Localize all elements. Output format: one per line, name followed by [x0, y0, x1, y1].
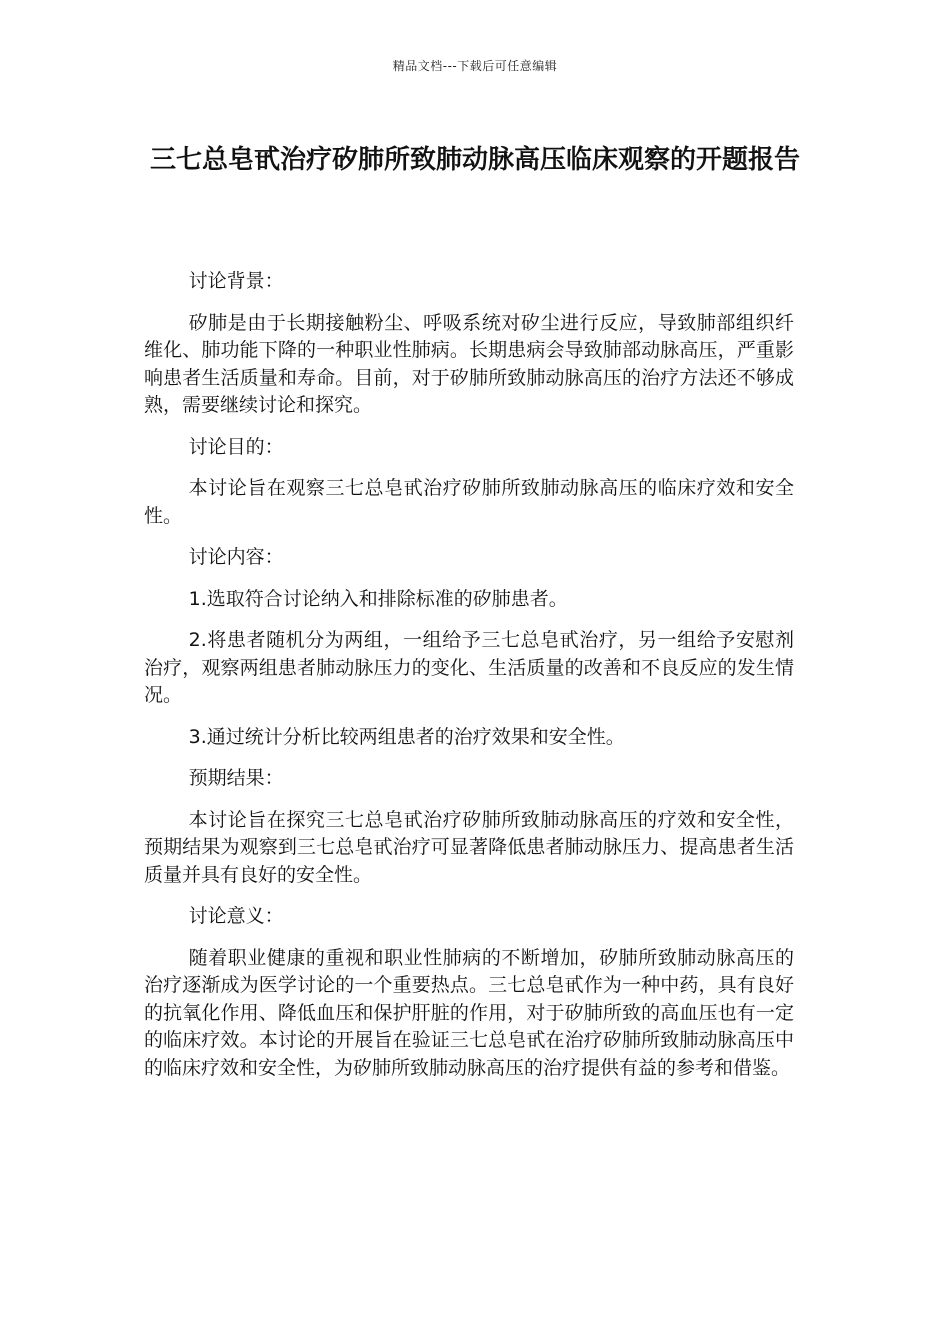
purpose-paragraph: 本讨论旨在观察三七总皂甙治疗矽肺所致肺动脉高压的临床疗效和安全性。: [144, 477, 794, 527]
document-title: 三七总皂甙治疗矽肺所致肺动脉高压临床观察的开题报告: [149, 145, 800, 175]
expected-paragraph: 本讨论旨在探究三七总皂甙治疗矽肺所致肺动脉高压的疗效和安全性，预期结果为观察到三七总皂甙治疗可显著降低患者肺动脉压力、提高患者生活质量并具有良好的安全性。: [144, 808, 794, 886]
significance-paragraph: 随着职业健康的重视和职业性肺病的不断增加，矽肺所致肺动脉高压的治疗逐渐成为医学讨论的一个重要热点。三七总皂甙作为一种中药，具有良好的抗氧化作用、降低血压和保护肝脏的作用，对于矽肺所致的高血压也有一定的临床疗效。本讨论的开展旨在验证三七总皂甙在治疗矽肺所致肺动脉高压中的临床疗效和安全性，为矽肺所致肺动脉高压的治疗提供有益的参考和借鉴。: [144, 946, 794, 1079]
document-body: [144, 268, 794, 1096]
background-heading: 讨论背景：: [188, 270, 284, 292]
content-heading: 讨论内容：: [188, 546, 284, 568]
purpose-heading: 讨论目的：: [188, 435, 284, 458]
background-paragraph: 矽肺是由于长期接触粉尘、呼吸系统对矽尘进行反应，导致肺部组织纤维化、肺功能下降的一种职业性肺病。长期患病会导致肺部动脉高压，严重影响患者生活质量和寿命。目前，对于矽肺所致肺动脉高压的治疗方法还不够成熟，需要继续讨论和探究。: [144, 311, 794, 416]
expected-heading: 预期结果：: [188, 767, 284, 789]
content-item-2: 2.将患者随机分为两组，一组给予三七总皂甙治疗，另一组给予安慰剂治疗，观察两组患者肺动脉压力的变化、生活质量的改善和不良反应的发生情况。: [144, 629, 794, 706]
content-item-3: 3.通过统计分析比较两组患者的治疗效果和安全性。: [188, 725, 625, 748]
significance-heading: 讨论意义：: [188, 905, 284, 927]
content-item-1: 1.选取符合讨论纳入和排除标准的矽肺患者。: [188, 587, 568, 610]
header-note: 精品文档---下载后可任意编辑: [392, 59, 558, 73]
